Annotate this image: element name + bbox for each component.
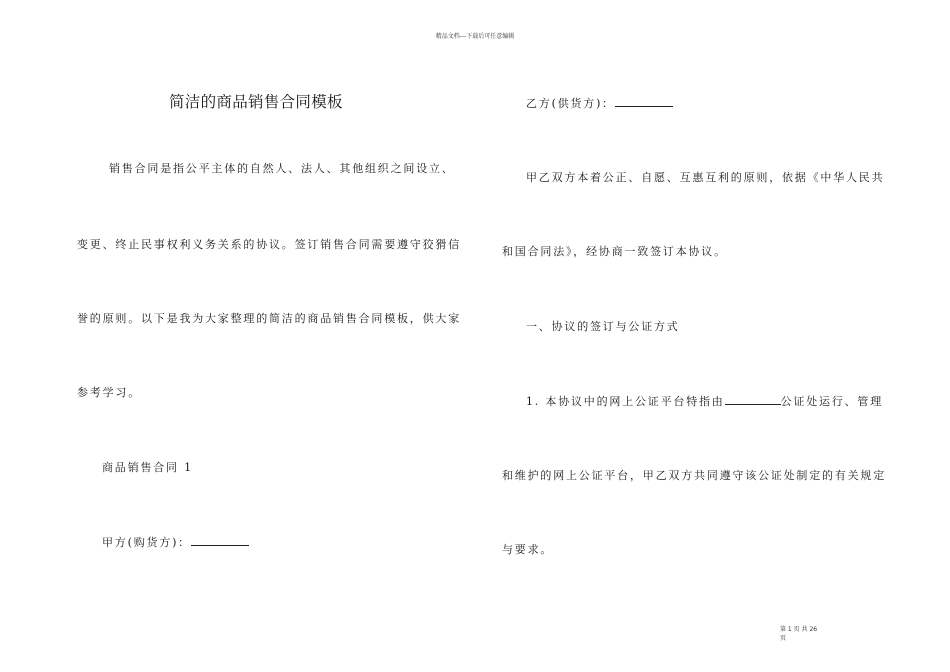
intro-line-2: 变更、终止民事权利义务关系的协议。签订销售合同需要遵守狡猾信 <box>77 238 461 251</box>
page-header-text: 精品文档---下载后可任意编辑 <box>435 33 515 40</box>
contract-heading: 商品销售合同 1 <box>102 461 193 474</box>
clause-1-line-2: 和维护的网上公证平台，甲乙双方共同遵守该公证处制定的有关规定 <box>502 469 886 482</box>
clause-1-line-3: 与要求。 <box>502 543 554 556</box>
preamble-line-1: 甲乙双方本着公正、自愿、互惠互利的原则，依据《中华人民共 <box>526 171 885 184</box>
page-number <box>780 625 817 643</box>
party-b-line <box>526 95 673 111</box>
party-a-blank <box>191 535 249 546</box>
party-b-label: 乙方(供货方)： <box>526 97 615 110</box>
preamble-line-2: 和国合同法》，经协商一致签订本协议。 <box>502 245 727 258</box>
party-b-blank <box>615 96 673 107</box>
intro-line-4: 参考学习。 <box>77 386 141 399</box>
intro-line-3: 誉的原则。以下是我为大家整理的简洁的商品销售合同模板，供大家 <box>77 312 461 325</box>
party-a-label: 甲方(购货方)： <box>102 536 191 549</box>
party-a-line <box>102 534 249 550</box>
clause-1-start: 1. 本协议中的网上公证平台特指由 <box>526 395 725 408</box>
clause-1-line-1 <box>526 393 883 409</box>
page-number-line-1: 第 1 页 共 26 <box>780 626 818 633</box>
notary-office-blank <box>725 394 781 405</box>
page-number-line-2: 页 <box>780 635 787 642</box>
section-1-heading: 一、协议的签订与公证方式 <box>526 320 680 333</box>
clause-1-end: 公证处运行、管理 <box>780 395 883 408</box>
intro-line-1: 销售合同是指公平主体的自然人、法人、其他组织之间设立、 <box>109 162 455 175</box>
document-title: 简洁的商品销售合同模板 <box>169 93 343 111</box>
